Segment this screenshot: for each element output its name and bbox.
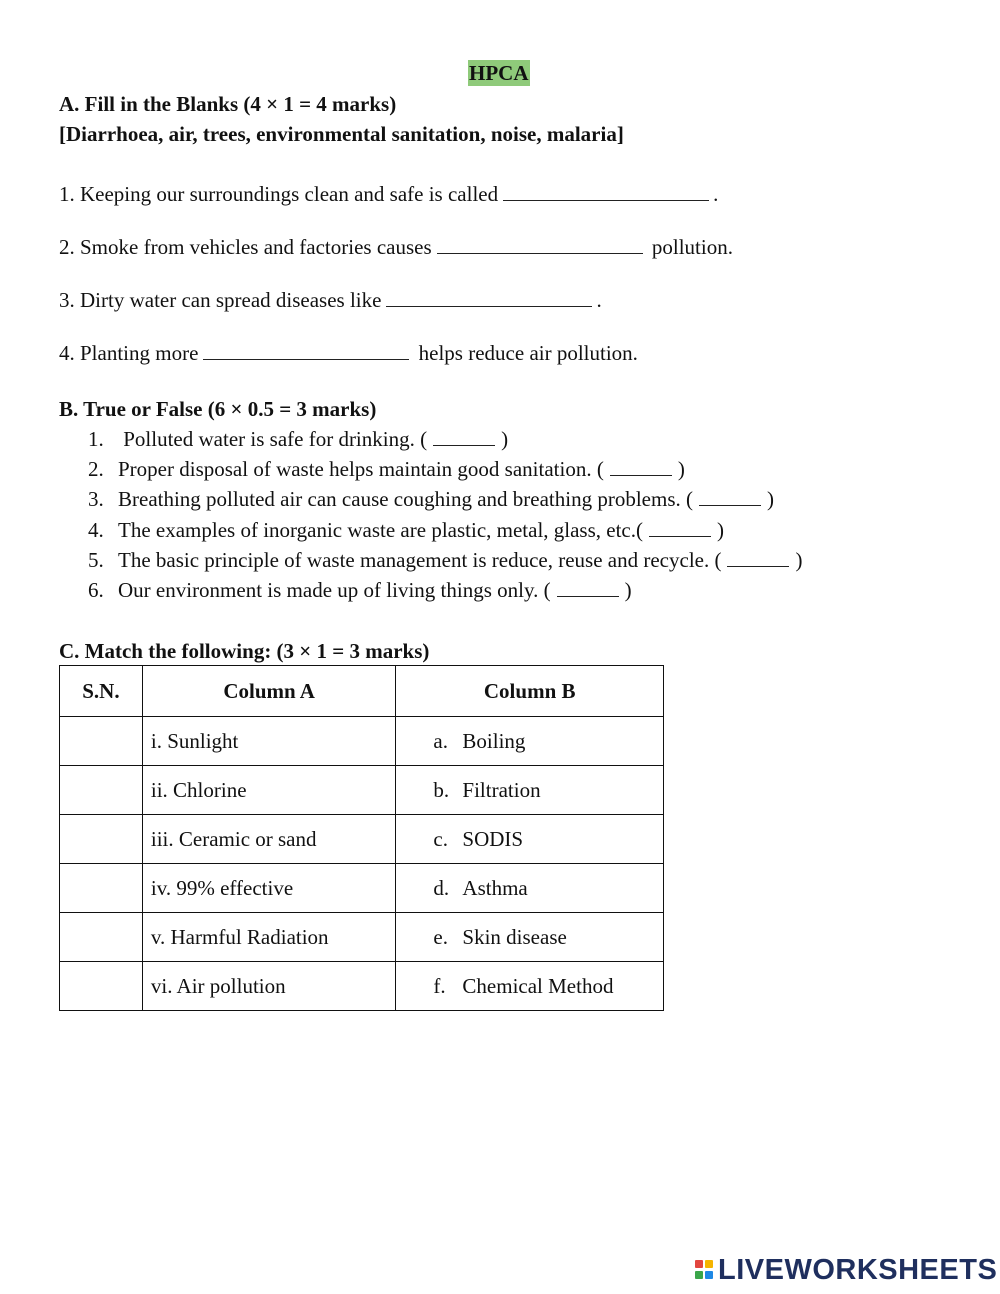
item-number: 1. — [88, 427, 104, 451]
answer-blank[interactable] — [503, 183, 709, 201]
true-false-item-1 — [88, 427, 508, 452]
answer-blank[interactable] — [386, 289, 592, 307]
item-number: 6. — [88, 578, 104, 602]
sn-cell[interactable] — [60, 913, 143, 962]
true-false-item-5 — [88, 548, 802, 573]
section-c-heading: C. Match the following: (3 × 1 = 3 marks) — [59, 639, 430, 663]
column-b-letter: b. — [433, 777, 450, 802]
answer-blank[interactable] — [610, 459, 672, 476]
column-b-letter: a. — [433, 728, 448, 753]
sn-cell[interactable] — [60, 962, 143, 1011]
item-text: Proper disposal of waste helps maintain good sanitation. ( — [118, 457, 604, 481]
table-row — [60, 962, 664, 1011]
logo-squares-icon — [694, 1258, 716, 1282]
answer-blank[interactable] — [437, 236, 643, 254]
sn-cell[interactable] — [60, 815, 143, 864]
item-text: The basic principle of waste management is reduce, reuse and recycle. ( — [118, 548, 722, 572]
column-a-cell: iv. 99% effective — [142, 864, 396, 913]
answer-blank[interactable] — [649, 520, 711, 537]
page-title: HPCA — [469, 61, 529, 85]
question-text: 3. Dirty water can spread diseases like — [59, 288, 382, 312]
item-text: The examples of inorganic waste are plastic, metal, glass, etc.( — [118, 518, 643, 542]
column-b-letter: c. — [433, 826, 448, 851]
column-b-cell — [396, 766, 664, 815]
column-a-cell: iii. Ceramic or sand — [142, 815, 396, 864]
column-b-text: Asthma — [462, 875, 528, 900]
column-b-text: Skin disease — [462, 924, 567, 949]
section-a-heading: A. Fill in the Blanks (4 × 1 = 4 marks) — [59, 92, 397, 116]
column-b-letter: d. — [433, 875, 450, 900]
true-false-item-3 — [88, 487, 774, 512]
column-b-cell — [396, 913, 664, 962]
answer-blank[interactable] — [433, 429, 495, 446]
table-header-row — [60, 666, 664, 717]
item-text: Polluted water is safe for drinking. ( — [118, 427, 428, 451]
column-b-text: SODIS — [462, 826, 524, 851]
answer-blank[interactable] — [699, 489, 761, 506]
fill-question-2 — [59, 235, 733, 260]
true-false-item-2 — [88, 457, 685, 482]
question-text: 4. Planting more — [59, 341, 199, 365]
item-text: Our environment is made up of living things only. ( — [118, 578, 551, 602]
table-row — [60, 717, 664, 766]
column-b-cell — [396, 864, 664, 913]
fill-question-1 — [59, 182, 718, 207]
column-b-letter: e. — [433, 924, 448, 949]
column-b-text: Filtration — [462, 777, 541, 802]
column-a-cell: ii. Chlorine — [142, 766, 396, 815]
item-close: ) — [767, 487, 774, 511]
column-b-text: Chemical Method — [462, 973, 614, 998]
column-a-cell: vi. Air pollution — [142, 962, 396, 1011]
item-close: ) — [795, 548, 803, 572]
fill-question-3 — [59, 288, 602, 313]
sn-cell[interactable] — [60, 717, 143, 766]
match-table — [59, 665, 664, 1011]
column-header-a: Column A — [142, 666, 396, 717]
sn-cell[interactable] — [60, 766, 143, 815]
column-a-cell: i. Sunlight — [142, 717, 396, 766]
table-row — [60, 766, 664, 815]
item-text: Breathing polluted air can cause coughing and breathing problems. ( — [118, 487, 693, 511]
question-text: 1. Keeping our surroundings clean and safe is called — [59, 182, 499, 206]
word-bank: [Diarrhoea, air, trees, environmental sanitation, noise, malaria] — [59, 122, 624, 146]
column-b-cell — [396, 815, 664, 864]
column-header-b: Column B — [396, 666, 664, 717]
item-number: 2. — [88, 457, 104, 481]
item-number: 5. — [88, 548, 104, 572]
question-text: 2. Smoke from vehicles and factories causes — [59, 235, 432, 259]
column-b-text: Boiling — [462, 728, 526, 753]
sn-cell[interactable] — [60, 864, 143, 913]
logo-text: LIVEWORKSHEETS — [718, 1253, 998, 1286]
answer-blank[interactable] — [727, 550, 789, 567]
section-b-heading: B. True or False (6 × 0.5 = 3 marks) — [59, 397, 377, 421]
answer-blank[interactable] — [203, 342, 409, 360]
true-false-item-6 — [88, 578, 632, 603]
answer-blank[interactable] — [557, 580, 619, 597]
item-close: ) — [501, 427, 509, 451]
item-close: ) — [717, 518, 724, 542]
fill-question-4 — [59, 341, 638, 366]
question-text-after: helps reduce air pollution. — [418, 341, 638, 365]
column-header-sn: S.N. — [60, 666, 143, 717]
liveworksheets-logo[interactable] — [694, 1255, 997, 1285]
question-text-after: . — [596, 288, 602, 312]
column-b-letter: f. — [433, 973, 446, 998]
item-close: ) — [624, 578, 632, 602]
question-text-after: pollution. — [651, 235, 733, 259]
column-b-cell — [396, 717, 664, 766]
table-row — [60, 815, 664, 864]
item-close: ) — [677, 457, 685, 481]
item-number: 3. — [88, 487, 104, 511]
table-row — [60, 913, 664, 962]
column-b-cell — [396, 962, 664, 1011]
item-number: 4. — [88, 518, 104, 542]
true-false-item-4 — [88, 518, 724, 543]
question-text-after: . — [713, 182, 719, 206]
table-row — [60, 864, 664, 913]
column-a-cell: v. Harmful Radiation — [142, 913, 396, 962]
